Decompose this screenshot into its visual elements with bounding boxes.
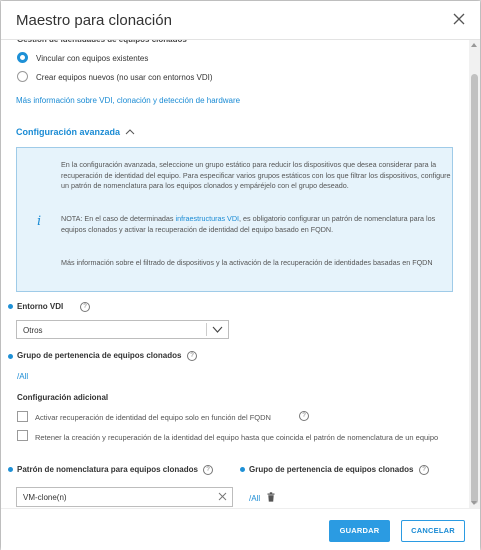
required-dot (8, 304, 13, 309)
scrollbar-thumb[interactable] (471, 74, 478, 504)
advanced-config-title: Configuración avanzada (16, 127, 121, 137)
radio-link-existing-label: Vincular con equipos existentes (36, 54, 149, 63)
help-icon[interactable]: ? (419, 465, 429, 475)
chevron-up-icon (125, 128, 135, 135)
advanced-config-toggle[interactable] (16, 127, 135, 137)
vertical-scrollbar[interactable] (469, 40, 480, 508)
pattern-label: Patrón de nomenclatura para equipos clonados (17, 465, 198, 474)
required-dot (8, 354, 13, 359)
radio-create-new[interactable] (17, 71, 28, 82)
retain-creation-label: Retener la creación y recuperación de la identidad del equipo hasta que coincida el patrón de nomenclatura de un equipo (35, 433, 439, 442)
pattern-input-value: VM-clone(n) (23, 493, 67, 502)
fqdn-only-checkbox[interactable] (17, 411, 28, 422)
retain-creation-checkbox[interactable] (17, 430, 28, 441)
group-label: Grupo de pertenencia de equipos clonados (17, 351, 182, 360)
info-note (61, 214, 451, 235)
help-icon[interactable]: ? (203, 465, 213, 475)
help-icon[interactable]: ? (80, 302, 90, 312)
pattern-input[interactable] (16, 487, 233, 507)
help-icon[interactable]: ? (299, 411, 309, 421)
clear-icon[interactable] (218, 492, 227, 501)
scroll-up-icon[interactable] (471, 43, 477, 47)
info-icon: i (37, 214, 42, 229)
fqdn-info-link[interactable]: Más información sobre el filtrado de dispositivos y la activación de la recuperación de identidades basadas en FQDN (61, 258, 433, 267)
fqdn-only-label: Activar recuperación de identidad del equipo solo en función del FQDN (35, 413, 271, 422)
vdi-select-value: Otros (23, 326, 43, 335)
advanced-info-box (16, 147, 453, 292)
select-divider (206, 323, 207, 336)
pattern-group-value-link[interactable]: /All (249, 494, 261, 503)
radio-create-new-label: Crear equipos nuevos (no usar con entornos VDI) (36, 73, 213, 82)
pattern-group-label: Grupo de pertenencia de equipos clonados (249, 465, 414, 474)
vdi-infrastructures-link[interactable]: infraestructuras VDI (175, 214, 240, 223)
vdi-select[interactable] (16, 320, 229, 339)
info-paragraph: En la configuración avanzada, seleccione un grupo estático para reducir los dispositivos que desea considerar para la recuperación de identidad del equipo. Para especificar varios grupos estáticos con los que filtrar los dispositivos, configure un patrón de nomenclatura para los equipos clonados y empáréjelo con el grupo deseado. (61, 160, 451, 190)
dialog-footer (1, 508, 480, 550)
vdi-info-link[interactable]: Más información sobre VDI, clonación y detección de hardware (16, 96, 241, 105)
info-note-prefix: NOTA: En el caso de determinadas (61, 214, 176, 223)
cancel-button[interactable]: CANCELAR (401, 520, 465, 542)
info-note-suffix: , es obligatorio configurar un patrón de nomenclatura para los equipos clonados y activar la recuperación de identidad del equipo basado en FQDN. (61, 214, 436, 234)
chevron-down-icon (212, 326, 223, 334)
vdi-label: Entorno VDI (17, 302, 64, 311)
save-button[interactable]: GUARDAR (329, 520, 390, 542)
dialog-title: Maestro para clonación (16, 12, 172, 29)
dialog-content (1, 40, 467, 508)
required-dot (240, 467, 245, 472)
required-dot (8, 467, 13, 472)
help-icon[interactable]: ? (187, 351, 197, 361)
group-value-link[interactable]: /All (17, 372, 29, 381)
clone-master-dialog (1, 1, 480, 549)
dialog-header (1, 1, 480, 40)
trash-icon[interactable] (267, 492, 275, 502)
additional-config-title: Configuración adicional (17, 393, 109, 402)
radio-link-existing[interactable] (17, 52, 28, 63)
close-icon[interactable] (452, 12, 466, 26)
scroll-down-icon[interactable] (471, 501, 477, 505)
